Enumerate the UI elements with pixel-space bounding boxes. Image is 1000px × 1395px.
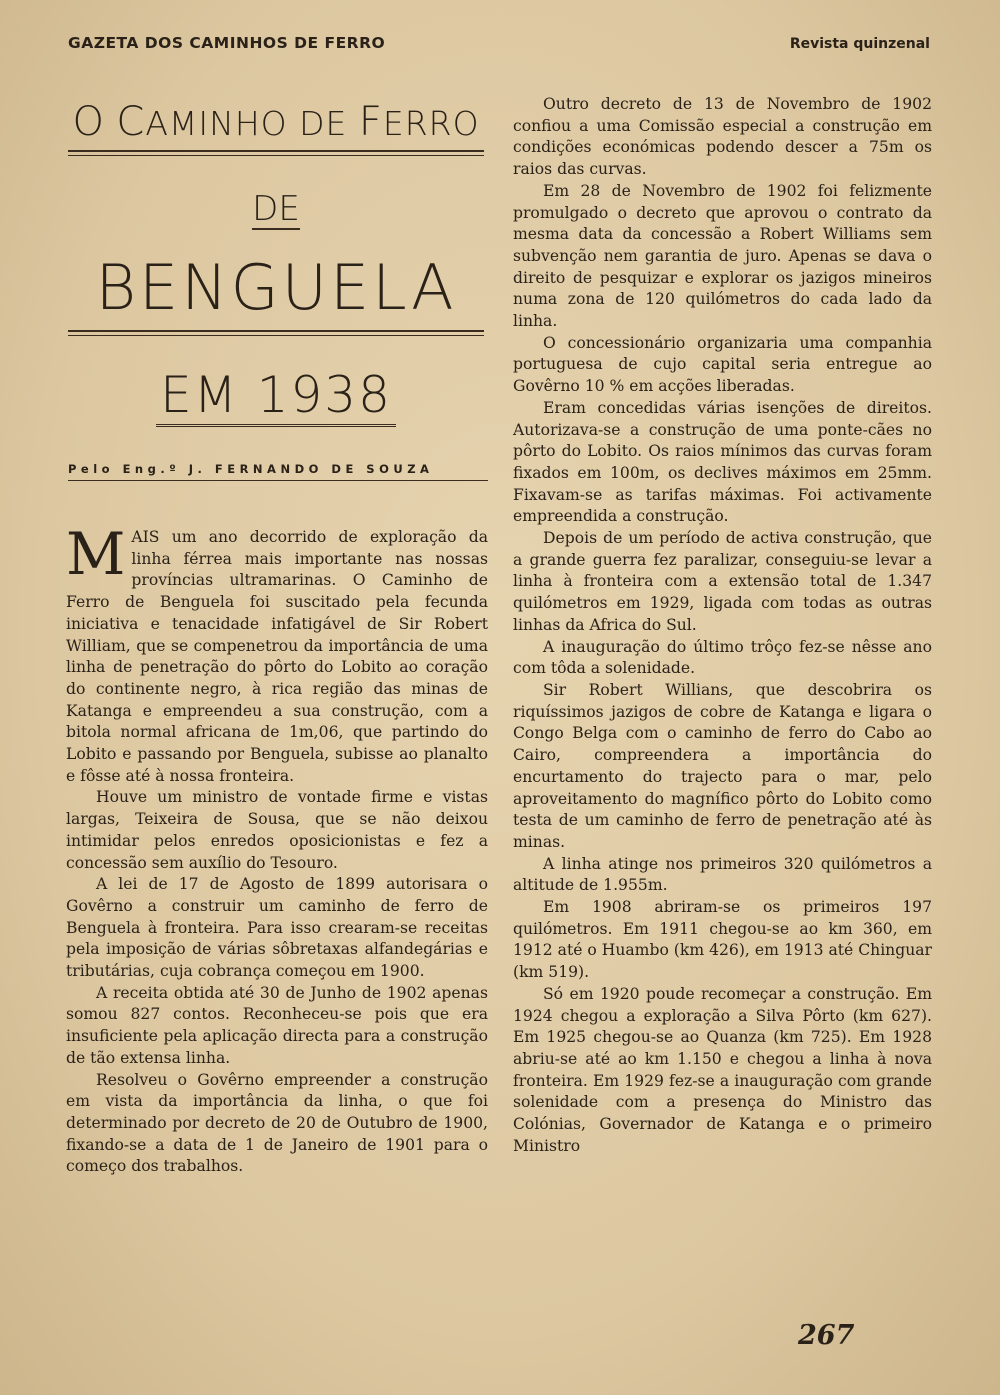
paragraph: A lei de 17 de Agosto de 1899 autorisara o Govêrno a construir um caminho de ferro de Benguela à fronteira. Para isso crearam-se receitas pela imposição de várias sôbretaxas alfandegárias e tributárias, cuja cobrança começou em 1900.	[66, 875, 488, 981]
paragraph: A linha atinge nos primeiros 320 quilómetros a altitude de 1.955m.	[513, 854, 932, 895]
paragraph: MAIS um ano decorrido de exploração da linha férrea mais importante nas nossas províncias ultramarinas. O Caminho de Ferro de Benguela foi suscitado pela fecunda iniciativa e tenacidade infatigável de Sir Robert William, que se compenetrou da importância de uma linha de penetração do pôrto do Lobito ao coração do continente negro, à rica região das minas de Katanga e empreendeu a sua construção, com a bitola normal africana de 1m,06, que partindo do Lobito e passando por Benguela, subisse ao planalto e fôsse até à nossa fronteira.	[66, 520, 488, 785]
paragraph: Houve um ministro de vontade firme e vistas largas, Teixeira de Sousa, que se não deixou intimidar pelos enredos oposicionistas e fez a concessão sem auxílio do Tesouro.	[66, 788, 488, 872]
title-rule	[68, 150, 484, 156]
running-header-title: GAZETA DOS CAMINHOS DE FERRO	[68, 34, 386, 52]
paragraph: Sir Robert Willians, que descobrira os riquíssimos jazigos de cobre de Katanga e ligara o Congo Belga com o caminho de ferro do Cabo ao Cairo, compreendera a importância do encurtamento do trajecto para o mar, pelo aproveitamento do magnífico pôrto do Lobito como testa de um caminho de ferro de penetração até às minas.	[513, 680, 932, 851]
paragraph: A inauguração do último trôço fez-se nêsse ano com tôda a solenidade.	[513, 637, 932, 678]
paragraph: Depois de um período de activa construção, que a grande guerra fez paralizar, conseguiu-se levar a linha à fronteira com a extensão total de 1.347 quilómetros em 1929, ligada com todas as outras linhas da Africa do Sul.	[513, 529, 932, 634]
title-line-1: O CAMINHO DE FERRO	[72, 99, 480, 145]
article-title	[64, 96, 488, 427]
paragraph: Outro decreto de 13 de Novembro de 1902 confiou a uma Comissão especial a construção em condições económicas podendo descer a 75m os raios das curvas.	[513, 95, 932, 179]
drop-cap: M	[66, 520, 126, 588]
title-line-2: DE	[252, 189, 300, 229]
paragraph: Eram concedidas várias isenções de direitos. Autorizava-se a construção de uma ponte-cães no pôrto do Lobito. Os raios mínimos das curvas foram fixados em 100m, os declives máximos em 25mm. Fixavam-se as tarifas máximas. Foi activamente empreendida a construção.	[513, 398, 932, 526]
running-header-subtitle: Revista quinzenal	[789, 36, 930, 52]
page-number: 267	[798, 1320, 855, 1351]
paragraph: Só em 1920 poude recomeçar a construção. Em 1924 chegou a exploração a Silva Pôrto (km 627). Em 1925 chegou-se ao Quanza (km 725). Em 1928 abriu-se até ao km 1.150 e chegou a linha à nova fronteira. Em 1929 fez-se a inauguração com grande solenidade com a presença do Ministro das Colónias, Governador de Katanga e o primeiro Ministro	[513, 984, 932, 1155]
byline-rule	[68, 480, 488, 481]
author-byline: Pelo Eng.º J. FERNANDO DE SOUZA	[68, 462, 434, 476]
title-line-3: BENGUELA	[95, 251, 457, 324]
paragraph: Em 28 de Novembro de 1902 foi felizmente promulgado o decreto que aprovou o contrato da mesma data da concessão a Robert Williams sem subvenção nem garantia de juro. Apenas se dava o direito de pesquizar e explorar os jazigos mineiros numa zona de 120 quilómetros do cada lado da linha.	[513, 181, 932, 331]
title-rule	[68, 330, 484, 336]
right-column	[513, 94, 932, 1157]
paragraph: O concessionário organizaria uma companhia portuguesa de cujo capital seria entregue ao Govêrno 10 % em acções liberadas.	[513, 333, 932, 396]
left-column	[66, 520, 488, 1178]
title-line-4: EM 1938	[156, 366, 396, 427]
paragraph: Resolveu o Govêrno empreender a construção em vista da importância da linha, o que foi determinado por decreto de 20 de Outubro de 1900, fixando-se a data de 1 de Janeiro de 1901 para o começo dos trabalhos.	[66, 1070, 488, 1176]
paragraph: A receita obtida até 30 de Junho de 1902 apenas somou 827 contos. Reconheceu-se pois que era insuficiente pela aplicação directa para a construção de tão extensa linha.	[66, 983, 488, 1067]
paragraph: Em 1908 abriram-se os primeiros 197 quilómetros. Em 1911 chegou-se ao km 360, em 1912 até o Huambo (km 426), em 1913 até Chinguar (km 519).	[513, 898, 932, 982]
